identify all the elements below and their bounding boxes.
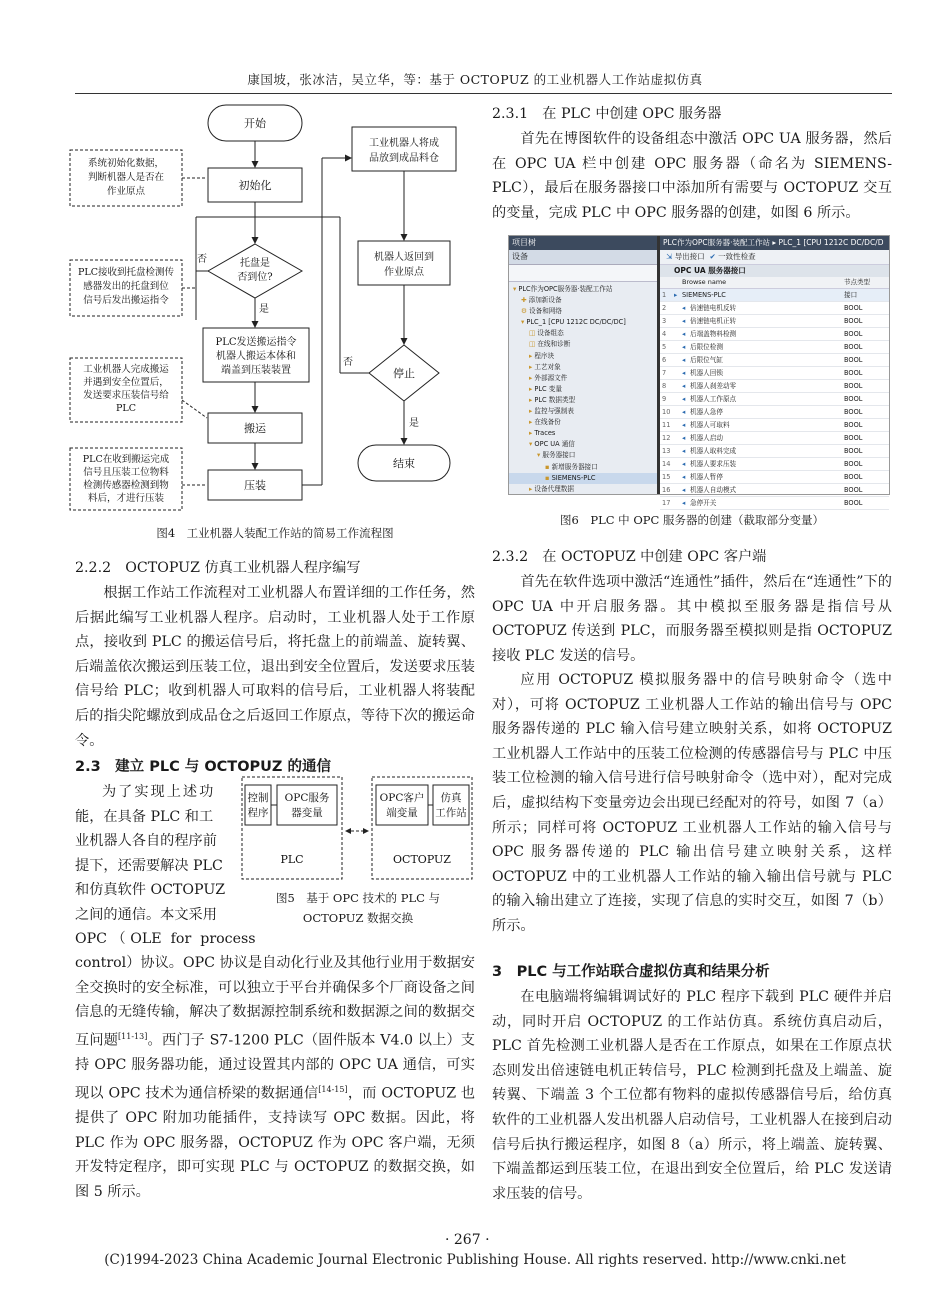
tree-item-label: PLC作为OPC服务器·装配工作站 bbox=[518, 285, 613, 293]
header-rule bbox=[75, 93, 892, 94]
node-type-cell: BOOL bbox=[844, 460, 863, 468]
figure-5-caption: 图5 基于 OPC 技术的 PLC 与 OCTOPUZ 数据交换 bbox=[275, 891, 441, 925]
tree-item-label: 程序块 bbox=[534, 351, 555, 360]
row-number: 2 bbox=[662, 304, 667, 312]
figure-5-diagram bbox=[240, 775, 476, 885]
tree-node-icon: ✚ bbox=[521, 296, 529, 305]
tree-item[interactable] bbox=[509, 328, 657, 339]
tree-node-icon: ▾ bbox=[537, 451, 543, 460]
node-type-cell: BOOL bbox=[844, 330, 863, 338]
tree-node-icon: ▸ bbox=[529, 407, 535, 416]
tree-node-icon: ▸ bbox=[529, 362, 535, 371]
browse-name-cell: 机器人可取料 bbox=[690, 421, 730, 429]
svg-text:程序: 程序 bbox=[247, 807, 269, 819]
tree-item[interactable] bbox=[509, 351, 657, 362]
node-type-cell: BOOL bbox=[844, 447, 863, 455]
tree-item-label: 在线备份 bbox=[534, 418, 561, 427]
variable-icon: ◂ bbox=[682, 421, 686, 429]
svg-text:机器人返回到: 机器人返回到 bbox=[374, 252, 434, 263]
variable-icon: ◂ bbox=[682, 499, 686, 507]
variable-icon: ◂ bbox=[682, 304, 686, 312]
node-type-cell: BOOL bbox=[844, 356, 863, 364]
browse-name-cell: 机器人要求压装 bbox=[690, 460, 737, 468]
section-2-3-1-body: 首先在博图软件的设备组态中激活 OPC UA 服务器，然后在 OPC UA 栏中创建 OPC 服务器（命名为 SIEMENS-PLC），最后在服务器接口中添加所有需要与 OCTOPUZ 交互的变量，完成 PLC 中 OPC 服务器的创建，如图 6 所示。 bbox=[492, 131, 892, 221]
svg-text:料后，才进行压装: 料后，才进行压装 bbox=[87, 493, 165, 504]
svg-text:作业原点: 作业原点 bbox=[106, 186, 146, 197]
section-2-3-wrap-last: OPC （ OLE for process bbox=[75, 931, 256, 947]
tree-node-icon: ▸ bbox=[529, 418, 535, 427]
tree-item-label: 设备组态 bbox=[537, 329, 564, 338]
page-number: · 267 · bbox=[445, 1232, 490, 1248]
figure-4-caption: 图4 工业机器人装配工作站的简易工作流程图 bbox=[156, 526, 394, 540]
tree-item[interactable] bbox=[509, 339, 657, 350]
svg-text:PLC: PLC bbox=[116, 403, 136, 414]
row-number: 15 bbox=[662, 473, 671, 481]
node-type-cell: BOOL bbox=[844, 382, 863, 390]
svg-text:PLC接收到托盘检测传: PLC接收到托盘检测传 bbox=[78, 267, 174, 278]
tree-item[interactable] bbox=[509, 284, 657, 295]
row-number: 6 bbox=[662, 356, 667, 364]
export-icon[interactable]: ⇲ bbox=[666, 252, 673, 261]
tree-item[interactable] bbox=[509, 439, 657, 450]
variable-icon: ▸ bbox=[674, 291, 678, 299]
table-row[interactable] bbox=[660, 458, 889, 471]
tree-item-label: 设备和网络 bbox=[529, 307, 562, 316]
tree-item[interactable] bbox=[509, 406, 657, 417]
tree-item[interactable] bbox=[509, 362, 657, 373]
svg-text:结束: 结束 bbox=[393, 457, 415, 470]
tree-node-icon: ▸ bbox=[529, 484, 535, 493]
editor-title: PLC作为OPC服务器·装配工作站 ▸ PLC_1 [CPU 1212C DC/DC/D bbox=[660, 236, 889, 250]
row-number: 13 bbox=[662, 447, 671, 455]
variable-icon: ◂ bbox=[682, 382, 686, 390]
variable-icon: ◂ bbox=[682, 343, 686, 351]
tree-node-icon: ▾ bbox=[529, 440, 535, 449]
node-type-cell: BOOL bbox=[844, 473, 863, 481]
tree-node-icon: ⚙ bbox=[521, 307, 530, 316]
svg-text:否: 否 bbox=[343, 357, 353, 368]
row-number: 7 bbox=[662, 369, 667, 377]
svg-text:否: 否 bbox=[197, 254, 207, 265]
svg-text:器变量: 器变量 bbox=[291, 807, 323, 819]
tree-item[interactable] bbox=[509, 484, 657, 495]
return-box bbox=[358, 241, 450, 285]
browse-name-cell: 机器人启动 bbox=[690, 434, 723, 442]
tree-item-label: OPC UA 通信 bbox=[534, 440, 575, 449]
copyright-footer: (C)1994-2023 China Academic Journal Electronic Publishing House. All rights reserved. http://www.cnki.net bbox=[104, 1252, 846, 1268]
variable-icon: ◂ bbox=[682, 356, 686, 364]
section-3-body: 在电脑端将编辑调试好的 PLC 程序下载到 PLC 硬件并启动，同时开启 OCTOPUZ 的工作站仿真。系统仿真启动后，PLC 首先检测工业机器人是否在工作原点，如果在工作原点状态则发出倍速链电机正转信号，PLC 检测到托盘及上端盖、旋转翼、下端盖 3 个工位都有物料的虚拟传感器信号后，给仿真软件的工业机器人发出机器人启动信号，工业机器人在接到启动信号后执行搬运程序，如图 8（a）所示，将上端盖、旋转翼、下端盖都运到压装工位，在退出到安全位置后，给 PLC 发送请求压装的信号。 bbox=[492, 989, 892, 1202]
browse-name-cell: 后端盖物料检测 bbox=[690, 330, 737, 338]
node-type-cell: BOOL bbox=[844, 304, 863, 312]
svg-text:工业机器人完成搬运: 工业机器人完成搬运 bbox=[83, 364, 169, 375]
section-2-3-2-body-2: 应用 OCTOPUZ 模拟服务器中的信号映射命令（选中对），可将 OCTOPUZ 工业机器人工作站的输出信号与 OPC 服务器传递的 PLC 输入信号建立映射关系，如将 OCTOPUZ 工业机器人工作站中的压装工位检测的传感器信号与 PLC 中压装工位检测的输入信号进行信号映射命令（选中对），配对完成后，虚拟结构下变量旁边会出现已经配对的符号，如图 7（a）所示；同样可将 OCTOPUZ 工业机器人工作站的输入信号与 OPC 服务器传递的 PLC 输出信号建立映射关系，这样 OCTOPUZ 中的工业机器人工作站的输入输出信号就与 PLC 的输入输出建立了连接，实现了信息的实时交互，如图 7（b）所示。 bbox=[492, 672, 892, 934]
tree-item-label: 新增服务器接口 bbox=[551, 462, 598, 471]
svg-text:OCTOPUZ: OCTOPUZ bbox=[393, 853, 451, 866]
node-type-cell: BOOL bbox=[844, 434, 863, 442]
row-number: 1 bbox=[662, 291, 667, 299]
tree-item[interactable] bbox=[509, 317, 657, 328]
row-number: 8 bbox=[662, 382, 667, 390]
browse-name-cell: 机器人取料完成 bbox=[690, 447, 737, 455]
row-number: 17 bbox=[662, 499, 671, 507]
editor-toolbar bbox=[660, 250, 889, 265]
tree-node-icon: ▸ bbox=[529, 373, 535, 382]
tree-item[interactable] bbox=[509, 428, 657, 439]
tree-node-icon: ◫ bbox=[529, 340, 538, 349]
devices-tab[interactable]: 设备 bbox=[509, 250, 657, 265]
section-2-3-body: control）协议。OPC 协议是自动化行业及其他行业用于数据安全交换时的安全标准，可以独立于平台并确保多个厂商设备之间信息的无缝传输，解决了数据源控制系统和数据源之间的数据交互问题[11-13]。西门子 S7-1200 PLC（固件版本 V4.0 以上）支持 OPC 服务器功能，通过设置其内部的 OPC UA 通信，可实现以 OPC 技术为通信桥梁的数据通信[14-15]，而 OCTOPUZ 也提供了 OPC 附加功能插件，支持读写 OPC 数据。因此，将 PLC 作为 OPC 服务器，OCTOPUZ 作为 OPC 客户端，无须开发特定程序，即可实现 PLC 与 OCTOPUZ 的数据交换，如图 5 所示。 bbox=[75, 955, 475, 1200]
svg-text:初始化: 初始化 bbox=[238, 179, 272, 192]
svg-text:OPC客户: OPC客户 bbox=[379, 792, 425, 804]
variable-icon: ◂ bbox=[682, 369, 686, 377]
node-type-cell: BOOL bbox=[844, 499, 863, 507]
svg-text:检测传感器检测到物: 检测传感器检测到物 bbox=[83, 480, 169, 491]
tree-item-label: 在线和诊断 bbox=[537, 340, 571, 349]
svg-text:感器发出的托盘到位: 感器发出的托盘到位 bbox=[83, 281, 169, 292]
section-2-3-heading: 2.3 建立 PLC 与 OCTOPUZ 的通信 bbox=[75, 759, 331, 775]
project-tree bbox=[509, 282, 657, 495]
browse-name-cell: 机器人回锁 bbox=[690, 369, 723, 377]
section-2-3-2-body-1: 首先在软件选项中激活“连通性”插件，然后在“连通性”下的 OPC UA 中开启服务器。其中模拟至服务器是指信号从 OCTOPUZ 传送到 PLC，而服务器至模拟则是指 OCTOPUZ 接收 PLC 发送的信号。 bbox=[492, 574, 892, 664]
row-number: 9 bbox=[662, 395, 667, 403]
node-type-cell: BOOL bbox=[844, 421, 863, 429]
node-type-cell: BOOL bbox=[844, 369, 863, 377]
svg-text:工业机器人将成: 工业机器人将成 bbox=[369, 138, 439, 149]
tree-node-icon: ▾ bbox=[521, 318, 527, 327]
svg-text:PLC发送搬运指令: PLC发送搬运指令 bbox=[215, 337, 297, 348]
variable-icon: ◂ bbox=[682, 447, 686, 455]
svg-text:端盖到压装装置: 端盖到压装装置 bbox=[221, 365, 291, 376]
running-header: 康国坡，张冰洁，吴立华，等：基于 OCTOPUZ 的工业机器人工作站虚拟仿真 bbox=[247, 72, 703, 87]
browse-name-cell: 后限位检测 bbox=[690, 343, 723, 351]
tree-item[interactable] bbox=[509, 417, 657, 428]
table-row[interactable] bbox=[660, 380, 889, 393]
svg-text:信号且压装工位物料: 信号且压装工位物料 bbox=[83, 467, 169, 478]
sim-station-box bbox=[433, 785, 469, 825]
svg-text:机器人搬运本体和: 机器人搬运本体和 bbox=[216, 351, 296, 362]
tree-node-icon: ▪ bbox=[545, 473, 552, 482]
row-number: 5 bbox=[662, 343, 667, 351]
tree-item[interactable] bbox=[509, 373, 657, 384]
svg-text:是: 是 bbox=[409, 418, 419, 429]
variable-icon: ◂ bbox=[682, 395, 686, 403]
svg-text:是: 是 bbox=[259, 304, 269, 315]
svg-text:作业原点: 作业原点 bbox=[384, 267, 424, 278]
table-row[interactable] bbox=[660, 289, 889, 302]
browse-name-cell: 机器人工作原点 bbox=[690, 395, 737, 403]
browse-name-cell: 后限位气缸 bbox=[690, 356, 723, 364]
svg-text:判断机器人是否在: 判断机器人是否在 bbox=[87, 172, 165, 183]
table-row[interactable] bbox=[660, 315, 889, 328]
table-row[interactable] bbox=[660, 341, 889, 354]
tree-item-label: 外部源文件 bbox=[534, 373, 568, 382]
row-number: 16 bbox=[662, 486, 671, 494]
browse-name-cell: 机器人暂停 bbox=[690, 473, 723, 481]
figure-6-caption: 图6 PLC 中 OPC 服务器的创建（截取部分变量） bbox=[560, 513, 824, 527]
browse-name-cell: 倍速链电机反转 bbox=[690, 304, 737, 312]
tree-item[interactable] bbox=[509, 295, 657, 306]
node-type-cell: BOOL bbox=[844, 317, 863, 325]
tree-item-label: 服务器接口 bbox=[542, 451, 576, 460]
svg-text:系统初始化数据，: 系统初始化数据， bbox=[87, 158, 165, 169]
table-row[interactable] bbox=[660, 328, 889, 341]
browse-name-cell: SIEMENS-PLC bbox=[682, 291, 726, 299]
node-type-cell: BOOL bbox=[844, 486, 863, 494]
consistency-check-button[interactable]: 一致性检查 bbox=[718, 252, 756, 261]
section-2-2-2-heading: 2.2.2 OCTOPUZ 仿真工业机器人程序编写 bbox=[75, 560, 361, 576]
browse-name-cell: 机器人刹差动零 bbox=[690, 382, 737, 390]
section-2-3-1-heading: 2.3.1 在 PLC 中创建 OPC 服务器 bbox=[492, 106, 722, 122]
tree-item-label: 监控与强制表 bbox=[534, 407, 574, 416]
svg-text:开始: 开始 bbox=[244, 117, 266, 130]
tree-node-icon: ▸ bbox=[529, 429, 535, 438]
opc-client-vars-box bbox=[376, 785, 428, 825]
row-number: 11 bbox=[662, 421, 671, 429]
row-number: 14 bbox=[662, 460, 671, 468]
svg-text:托盘是: 托盘是 bbox=[240, 258, 270, 269]
row-number: 3 bbox=[662, 317, 667, 325]
svg-text:品放到成品料仓: 品放到成品料仓 bbox=[369, 153, 439, 164]
row-number: 12 bbox=[662, 434, 671, 442]
tree-item-label: SIEMENS-PLC bbox=[551, 473, 596, 482]
table-row[interactable] bbox=[660, 432, 889, 445]
tree-item-label: 添加新设备 bbox=[528, 296, 562, 305]
section-3-heading: 3 PLC 与工作站联合虚拟仿真和结果分析 bbox=[492, 964, 770, 980]
tree-item[interactable] bbox=[509, 462, 657, 473]
table-row[interactable] bbox=[660, 471, 889, 484]
tray-decision bbox=[208, 244, 302, 298]
svg-text:并遇到安全位置后，: 并遇到安全位置后， bbox=[83, 377, 169, 388]
node-type-cell: BOOL bbox=[844, 408, 863, 416]
svg-text:仿真: 仿真 bbox=[440, 792, 462, 804]
svg-text:控制: 控制 bbox=[247, 792, 269, 804]
tree-node-icon: ▸ bbox=[529, 384, 535, 393]
tree-node-icon: ▸ bbox=[529, 351, 535, 360]
browse-name-cell: 机器人自动模式 bbox=[690, 486, 737, 494]
tree-item[interactable] bbox=[509, 473, 657, 484]
row-number: 10 bbox=[662, 408, 671, 416]
variable-icon: ◂ bbox=[682, 460, 686, 468]
svg-text:PLC: PLC bbox=[280, 853, 304, 866]
tree-item-label: 设备代理数据 bbox=[534, 484, 574, 493]
row-number: 4 bbox=[662, 330, 667, 338]
section-2-2-2-body: 根据工作站工作流程对工业机器人布置详细的工作任务，然后据此编写工业机器人程序。启动时，工业机器人处于工作原点，接收到 PLC 的搬运信号后，将托盘上的前端盖、旋转翼、后端盖依次搬运到压装工位，退出到安全位置后，发送要求压装信号给 PLC；收到机器人可取料的信号后，工业机器人将装配后的指尖陀螺放到成品仓之后返回工作原点，等待下次的搬运命令。 bbox=[75, 585, 475, 749]
tree-item[interactable] bbox=[509, 306, 657, 317]
opc-variable-table bbox=[660, 289, 889, 510]
tree-item[interactable] bbox=[509, 450, 657, 461]
table-row[interactable] bbox=[660, 302, 889, 315]
table-row[interactable] bbox=[660, 419, 889, 432]
svg-text:压装: 压装 bbox=[244, 479, 266, 492]
tree-node-icon: ▸ bbox=[529, 395, 535, 404]
variable-icon: ◂ bbox=[682, 317, 686, 325]
opc-server-vars-box bbox=[277, 785, 337, 825]
node-type-cell: BOOL bbox=[844, 395, 863, 403]
svg-text:停止: 停止 bbox=[393, 367, 415, 380]
tree-item[interactable] bbox=[509, 395, 657, 406]
svg-text:搬运: 搬运 bbox=[244, 422, 266, 435]
table-row[interactable] bbox=[660, 367, 889, 380]
browse-name-cell: 倍速链电机正转 bbox=[690, 317, 737, 325]
tree-node-icon: ▪ bbox=[545, 462, 552, 471]
tree-node-icon: ◫ bbox=[529, 329, 538, 338]
section-2-3-wrap-lines: 为了实现上述功 能，在具备 PLC 和工 业机器人各自的程序前 提下，还需要解决 PLC 和仿真软件 OCTOPUZ 之间的通信。本文采用 bbox=[75, 784, 226, 923]
tree-item-label: PLC 数据类型 bbox=[534, 395, 576, 404]
col-node-type: 节点类型 bbox=[844, 278, 870, 286]
svg-text:信号后发出搬运指令: 信号后发出搬运指令 bbox=[83, 295, 169, 306]
control-program-box bbox=[245, 785, 271, 825]
tree-item-label: 工艺对象 bbox=[534, 362, 561, 371]
opc-panel-title: OPC UA 服务器接口 bbox=[660, 265, 889, 277]
tree-item-label: PLC_1 [CPU 1212C DC/DC/DC] bbox=[526, 318, 626, 327]
store-box bbox=[352, 127, 456, 171]
table-row[interactable] bbox=[660, 445, 889, 458]
variable-icon: ◂ bbox=[682, 434, 686, 442]
table-row[interactable] bbox=[660, 484, 889, 497]
variable-icon: ◂ bbox=[682, 330, 686, 338]
svg-text:OPC服务: OPC服务 bbox=[284, 792, 330, 804]
figure-6-screenshot bbox=[508, 235, 890, 507]
check-icon[interactable]: ✔ bbox=[709, 252, 716, 261]
table-row[interactable] bbox=[660, 497, 889, 510]
node-type-cell: BOOL bbox=[844, 343, 863, 351]
table-row[interactable] bbox=[660, 354, 889, 367]
export-interface-button[interactable]: 导出接口 bbox=[674, 252, 705, 261]
tree-item-label: Traces bbox=[534, 429, 556, 438]
section-2-3-2-heading: 2.3.2 在 OCTOPUZ 中创建 OPC 客户端 bbox=[492, 549, 767, 565]
tree-item-label: PLC 变量 bbox=[534, 384, 562, 393]
browse-name-cell: 机器人急停 bbox=[690, 408, 723, 416]
variable-icon: ◂ bbox=[682, 473, 686, 481]
variable-icon: ◂ bbox=[682, 408, 686, 416]
browse-name-cell: 急停开关 bbox=[690, 499, 717, 507]
tree-node-icon: ▾ bbox=[513, 285, 519, 293]
table-row[interactable] bbox=[660, 393, 889, 406]
table-row[interactable] bbox=[660, 406, 889, 419]
tree-item[interactable] bbox=[509, 384, 657, 395]
svg-text:工作站: 工作站 bbox=[435, 807, 467, 819]
svg-text:端变量: 端变量 bbox=[386, 807, 418, 819]
project-tree-title: 项目树 bbox=[509, 236, 657, 250]
svg-text:发送要求压装信号给: 发送要求压装信号给 bbox=[83, 390, 169, 401]
figure-4-flowchart bbox=[68, 100, 468, 512]
variable-icon: ◂ bbox=[682, 486, 686, 494]
node-type-cell: 接口 bbox=[844, 291, 858, 299]
col-browse-name: Browse name bbox=[682, 278, 727, 286]
svg-text:否到位?: 否到位? bbox=[237, 272, 273, 283]
svg-text:PLC在收到搬运完成: PLC在收到搬运完成 bbox=[82, 454, 170, 465]
